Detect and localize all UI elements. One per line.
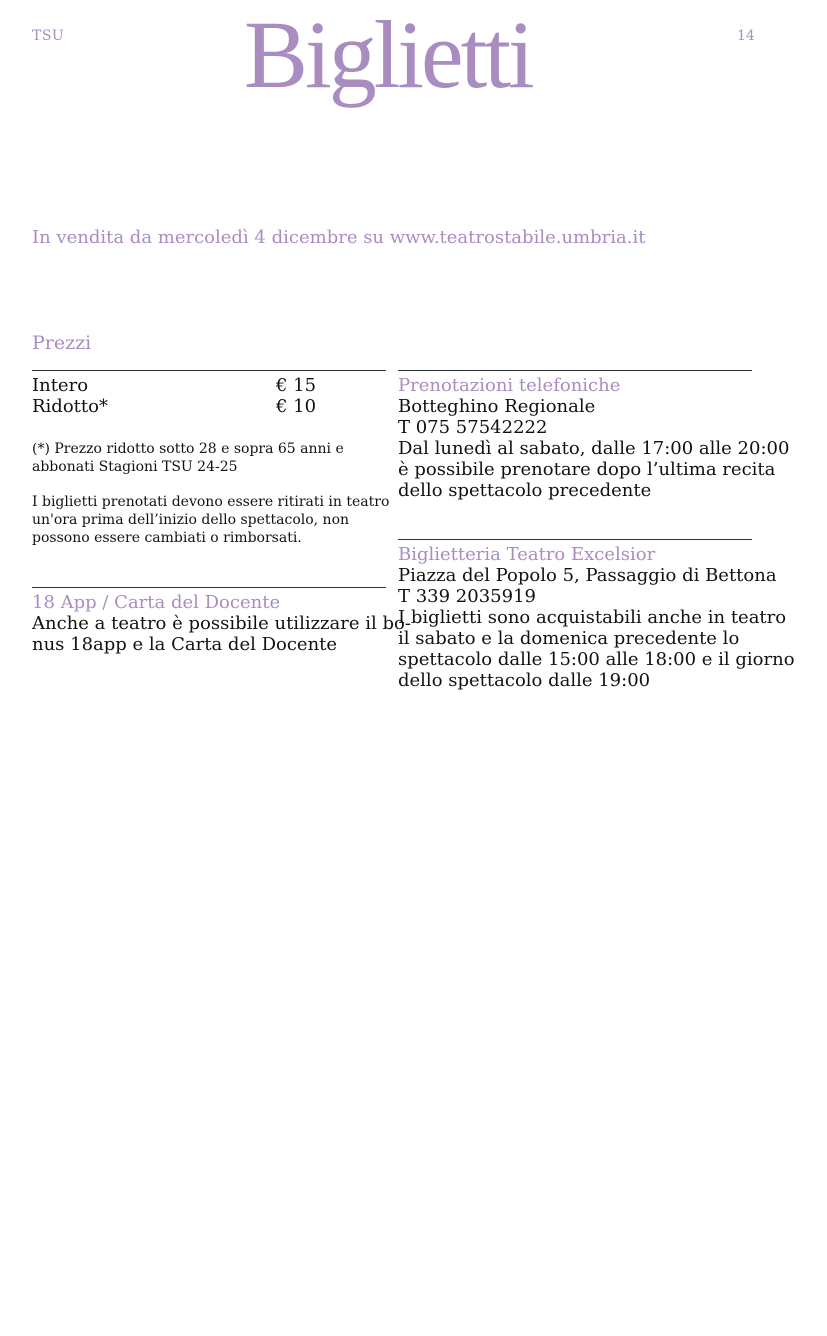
- prices-heading: Prezzi: [32, 332, 92, 354]
- note-line: (*) Prezzo ridotto sotto 28 e sopra 65 anni e: [32, 441, 344, 457]
- text-line: spettacolo dalle 15:00 alle 18:00 e il giorno: [398, 649, 795, 670]
- box-office-text: [398, 565, 795, 691]
- divider: [32, 370, 386, 371]
- price-row: [32, 375, 386, 396]
- page-title: Biglietti: [244, 1, 532, 108]
- right-column: [398, 370, 795, 691]
- note-line: I biglietti prenotati devono essere ritirati in teatro: [32, 494, 390, 510]
- divider: [398, 370, 752, 371]
- text-line: nus 18app e la Carta del Docente: [32, 634, 338, 655]
- text-line: dello spettacolo dalle 19:00: [398, 670, 651, 691]
- text-line: I biglietti sono acquistabili anche in teatro: [398, 607, 787, 628]
- price-row: [32, 396, 386, 417]
- text-line: il sabato e la domenica precedente lo: [398, 628, 740, 649]
- phone-number: T 339 2035919: [398, 586, 536, 607]
- brand-label: TSU: [32, 28, 65, 44]
- address: Piazza del Popolo 5, Passaggio di Bettona: [398, 565, 777, 586]
- text-line: dello spettacolo precedente: [398, 480, 652, 501]
- sale-notice: In vendita da mercoledì 4 dicembre su www.teatrostabile.umbria.it: [32, 227, 646, 248]
- reduced-price-note: [32, 440, 386, 476]
- price-label: Intero: [32, 375, 89, 396]
- text-line: Anche a teatro è possibile utilizzare il bo-: [32, 613, 411, 634]
- text-line: Dal lunedì al sabato, dalle 17:00 alle 20:00: [398, 438, 790, 459]
- note-line: abbonati Stagioni TSU 24-25: [32, 459, 238, 475]
- phone-number: T 075 57542222: [398, 417, 548, 438]
- box-office-heading: Biglietteria Teatro Excelsior: [398, 544, 656, 565]
- phone-booking-text: [398, 396, 790, 501]
- text-line: Botteghino Regionale: [398, 396, 596, 417]
- page-number: 14: [737, 28, 755, 44]
- left-column: [32, 370, 411, 655]
- pickup-note: [32, 493, 390, 547]
- text-line: è possibile prenotare dopo l’ultima recita: [398, 459, 776, 480]
- bonus-text: [32, 613, 411, 655]
- price-value: € 10: [276, 396, 317, 417]
- phone-booking-heading: Prenotazioni telefoniche: [398, 375, 621, 396]
- divider: [32, 587, 386, 588]
- note-line: un'ora prima dell’inizio dello spettacolo, non: [32, 512, 350, 528]
- price-label: Ridotto*: [32, 396, 108, 417]
- price-table: [32, 375, 386, 417]
- bonus-heading: 18 App / Carta del Docente: [32, 592, 281, 613]
- note-line: possono essere cambiati o rimborsati.: [32, 530, 302, 546]
- divider: [398, 539, 752, 540]
- price-value: € 15: [276, 375, 317, 396]
